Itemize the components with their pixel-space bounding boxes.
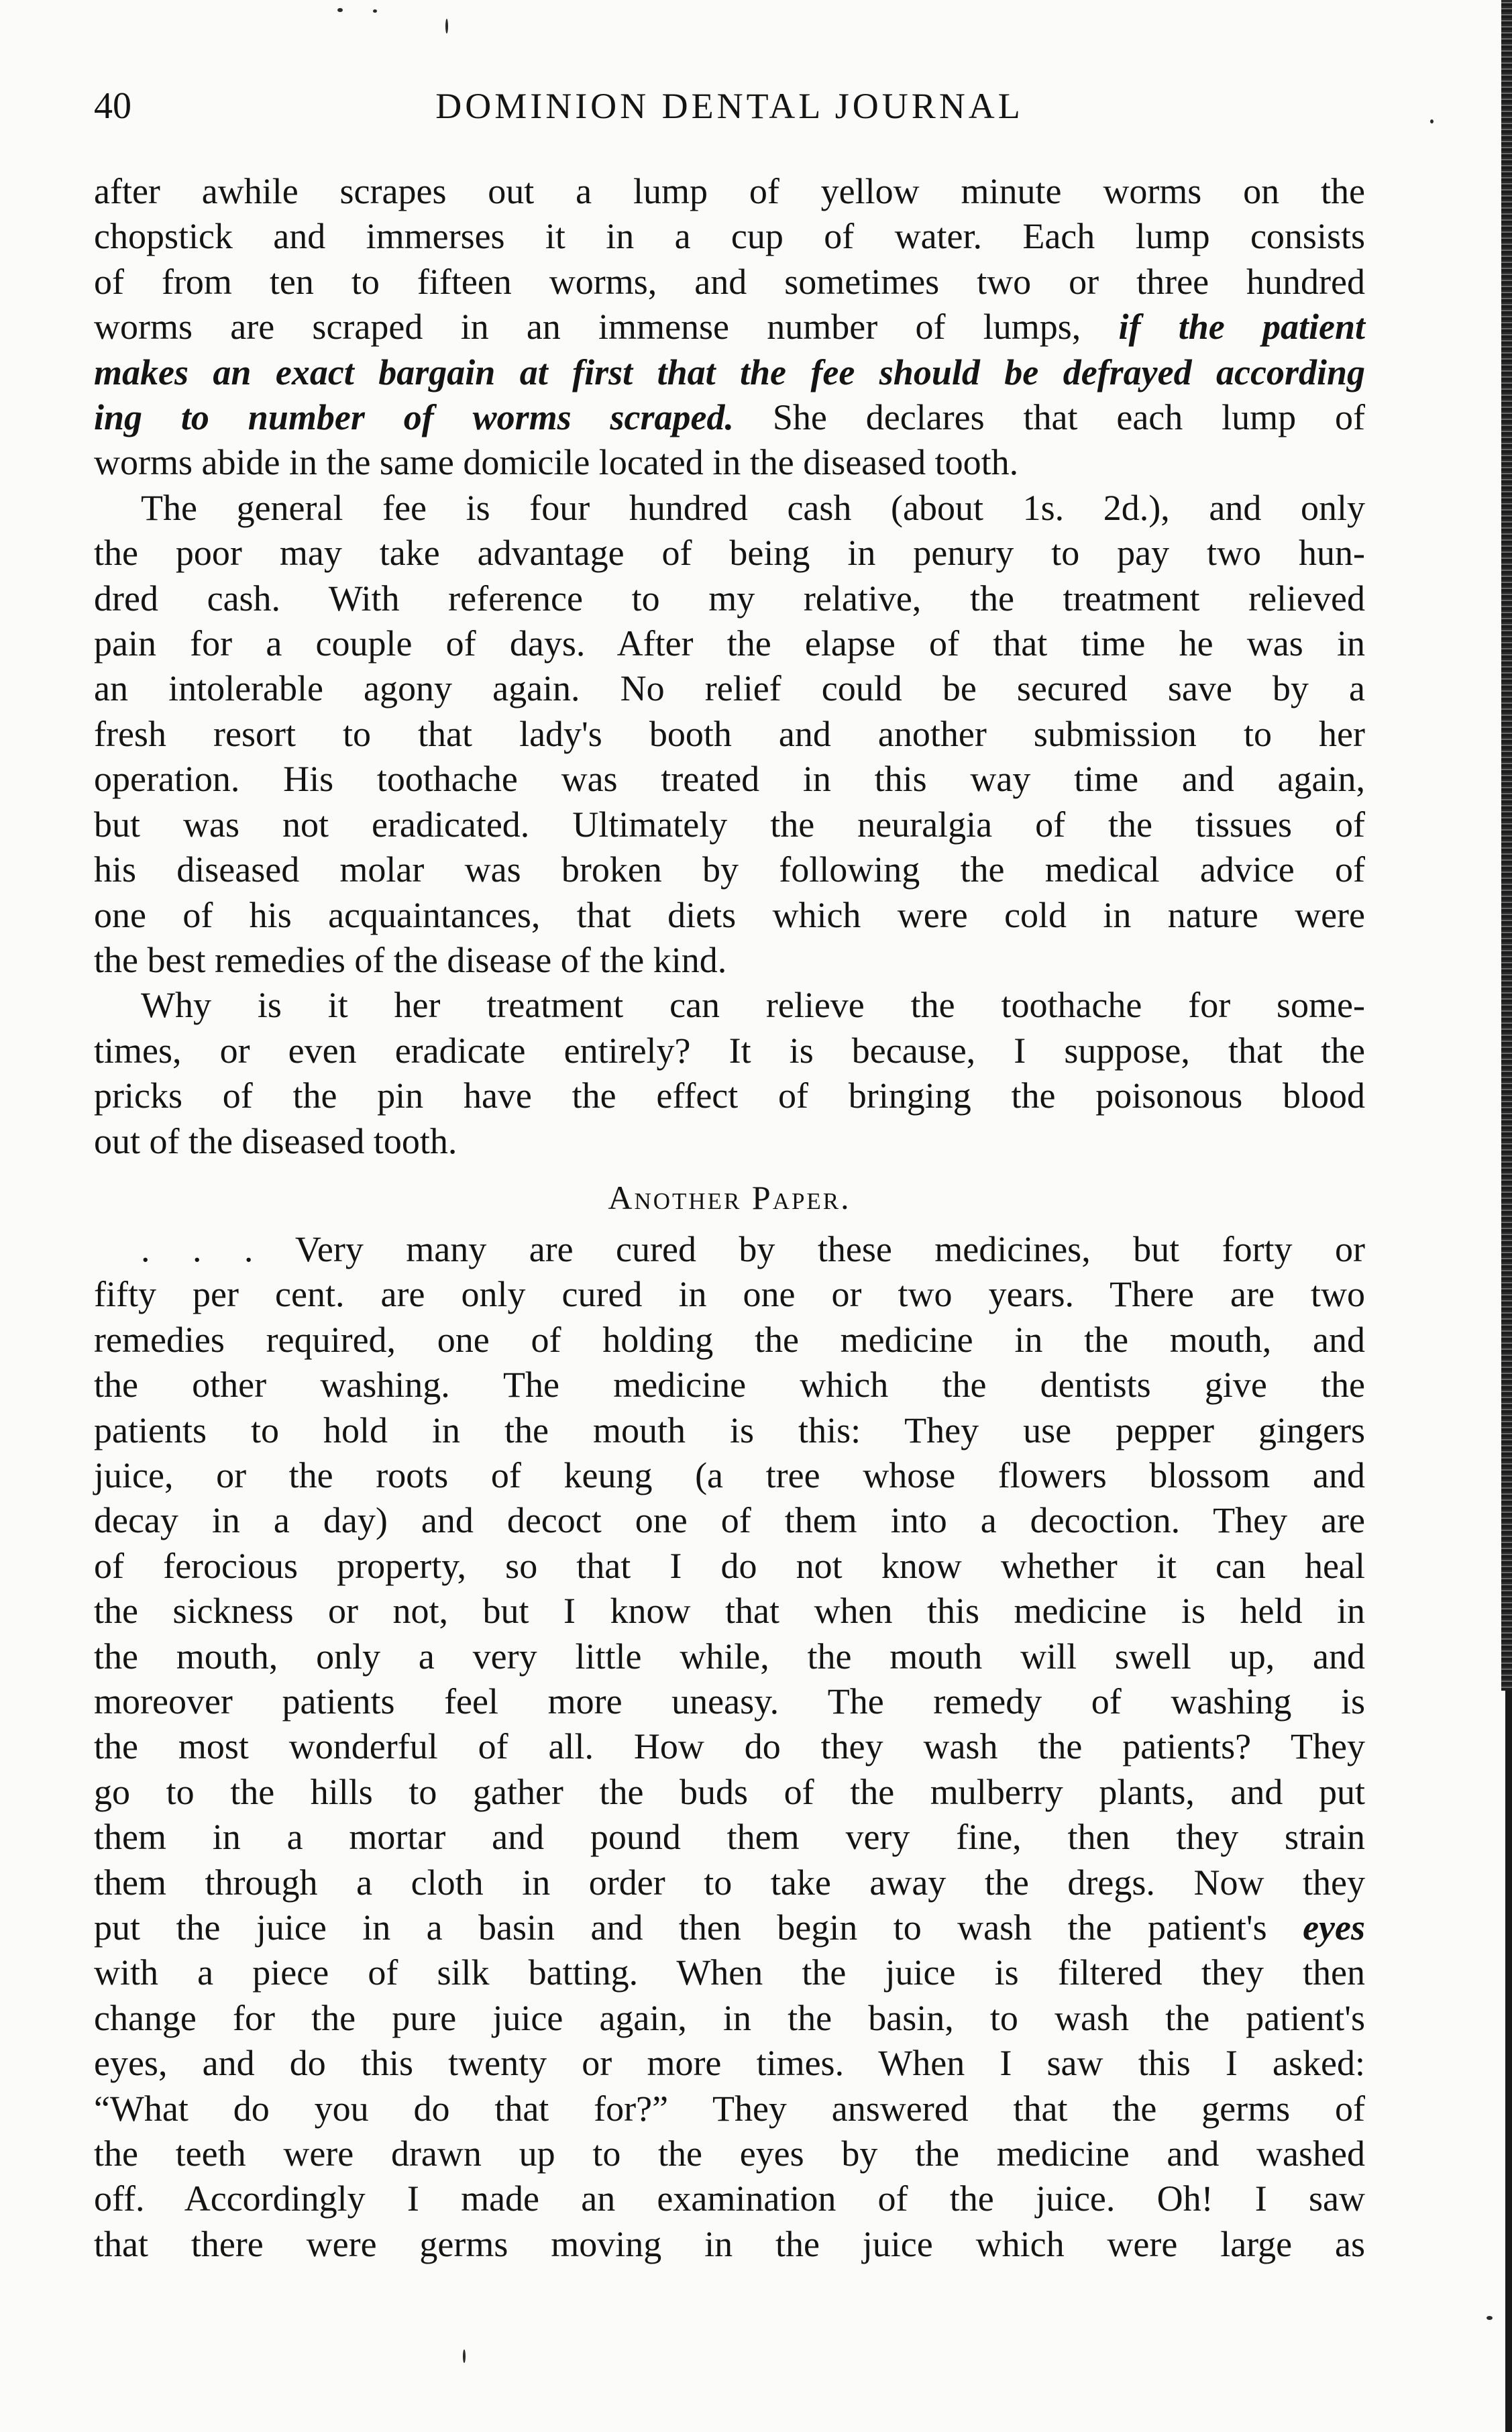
scan-speck [337,8,343,12]
text-line: the sickness or not, but I know that when this medicine is held in [94,1591,1365,1632]
text-line: worms abide in the same domicile located in the diseased tooth. [94,442,1019,483]
text-segment: put the juice in a basin and then begin to wash the patient's [94,1907,1267,1948]
text-line [94,395,1365,440]
text-line: “What do you do that for?” They answered that the germs of [94,2088,1365,2129]
text-line: out of the diseased tooth. [94,1120,457,1161]
text-line: pain for a couple of days. After the elapse of that time he was in [94,623,1365,664]
text-line: moreover patients feel more uneasy. The remedy of washing is [94,1681,1365,1722]
text-line: with a piece of silk batting. When the juice is filtered they then [94,1952,1365,1993]
text-line: fresh resort to that lady's booth and another submission to her [94,713,1365,754]
text-segment: worms are scraped in an immense number of lumps, [94,307,1081,348]
paragraph-2 [94,486,1365,983]
scanned-page-edge-lower [1505,1691,1512,2432]
page-header [94,79,1365,133]
text-line: chopstick and immerses it in a cup of water. Each lump consists [94,216,1365,257]
text-line: them through a cloth in order to take away the dregs. Now they [94,1862,1365,1903]
text-line: the poor may take advantage of being in penury to pay two hun- [94,533,1365,574]
text-line [94,305,1365,350]
running-head: DOMINION DENTAL JOURNAL [435,86,1024,126]
text-line: operation. His toothache was treated in this way time and again, [94,759,1365,800]
text-line: fifty per cent. are only cured in one or two years. There are two [94,1274,1365,1315]
paragraph-1 [94,169,1365,486]
text-line: dred cash. With reference to my relative, the treatment relieved [94,578,1365,619]
text-line [94,1905,1365,1950]
section-heading: Another Paper. [608,1178,851,1216]
text-line: . . . Very many are cured by these medicines, but forty or [141,1228,1365,1269]
text-line: after awhile scrapes out a lump of yellow minute worms on the [94,171,1365,211]
scan-speck [463,2349,466,2363]
italic-emphasis: if the patient [1118,307,1366,348]
text-line: pricks of the pin have the effect of bringing the poisonous blood [94,1075,1365,1116]
text-line: the best remedies of the disease of the kind. [94,939,727,980]
scan-speck [1430,119,1434,123]
text-line: the mouth, only a very little while, the mouth will swell up, and [94,1636,1365,1677]
text-line: times, or even eradicate entirely? It is because, I suppose, that the [94,1030,1365,1071]
italic-emphasis-line: makes an exact bargain at first that the fee should be defrayed according [94,352,1365,392]
page-number: 40 [94,85,131,127]
paragraph-3 [94,983,1365,1164]
text-line: the other washing. The medicine which the dentists give the [94,1365,1365,1406]
text-line: decay in a day) and decoct one of them into a decoction. They are [94,1500,1365,1541]
text-line: but was not eradicated. Ultimately the neuralgia of the tissues of [94,804,1365,845]
text-line: the teeth were drawn up to the eyes by the medicine and washed [94,2133,1365,2174]
text-line: of ferocious property, so that I do not know whether it can heal [94,1545,1365,1586]
text-line: them in a mortar and pound them very fine, then they strain [94,1817,1365,1858]
scan-speck [445,19,448,34]
text-line: one of his acquaintances, that diets which were cold in nature were [94,894,1365,935]
article-body [94,169,1365,2267]
scanned-page-edge [1501,0,1512,1691]
text-line: eyes, and do this twenty or more times. When I saw this I asked: [94,2043,1365,2084]
text-line: The general fee is four hundred cash (about 1s. 2d.), and only [141,487,1365,528]
text-line: that there were germs moving in the juice which were large as [94,2223,1365,2264]
scan-speck [1487,2316,1493,2320]
scan-speck [373,9,377,13]
text-line: patients to hold in the mouth is this: They use pepper gingers [94,1410,1365,1450]
text-line: of from ten to fifteen worms, and sometimes two or three hundred [94,261,1365,302]
text-line: change for the pure juice again, in the basin, to wash the patient's [94,1997,1365,2038]
text-line: an intolerable agony again. No relief could be secured save by a [94,668,1365,709]
text-line: Why is it her treatment can relieve the toothache for some- [141,985,1365,1026]
text-line: go to the hills to gather the buds of the mulberry plants, and put [94,1771,1365,1812]
text-line: off. Accordingly I made an examination of the juice. Oh! I saw [94,2178,1365,2219]
paragraph-4 [94,1227,1365,2267]
text-line: remedies required, one of holding the medicine in the mouth, and [94,1319,1365,1360]
italic-emphasis: eyes [1303,1907,1366,1948]
text-line: his diseased molar was broken by following the medical advice of [94,849,1365,890]
text-line: juice, or the roots of keung (a tree whose flowers blossom and [94,1455,1365,1495]
text-line: the most wonderful of all. How do they wash the patients? They [94,1726,1365,1767]
italic-emphasis: ing to number of worms scraped. [94,397,734,438]
text-segment: She declares that each lump of [772,397,1366,438]
